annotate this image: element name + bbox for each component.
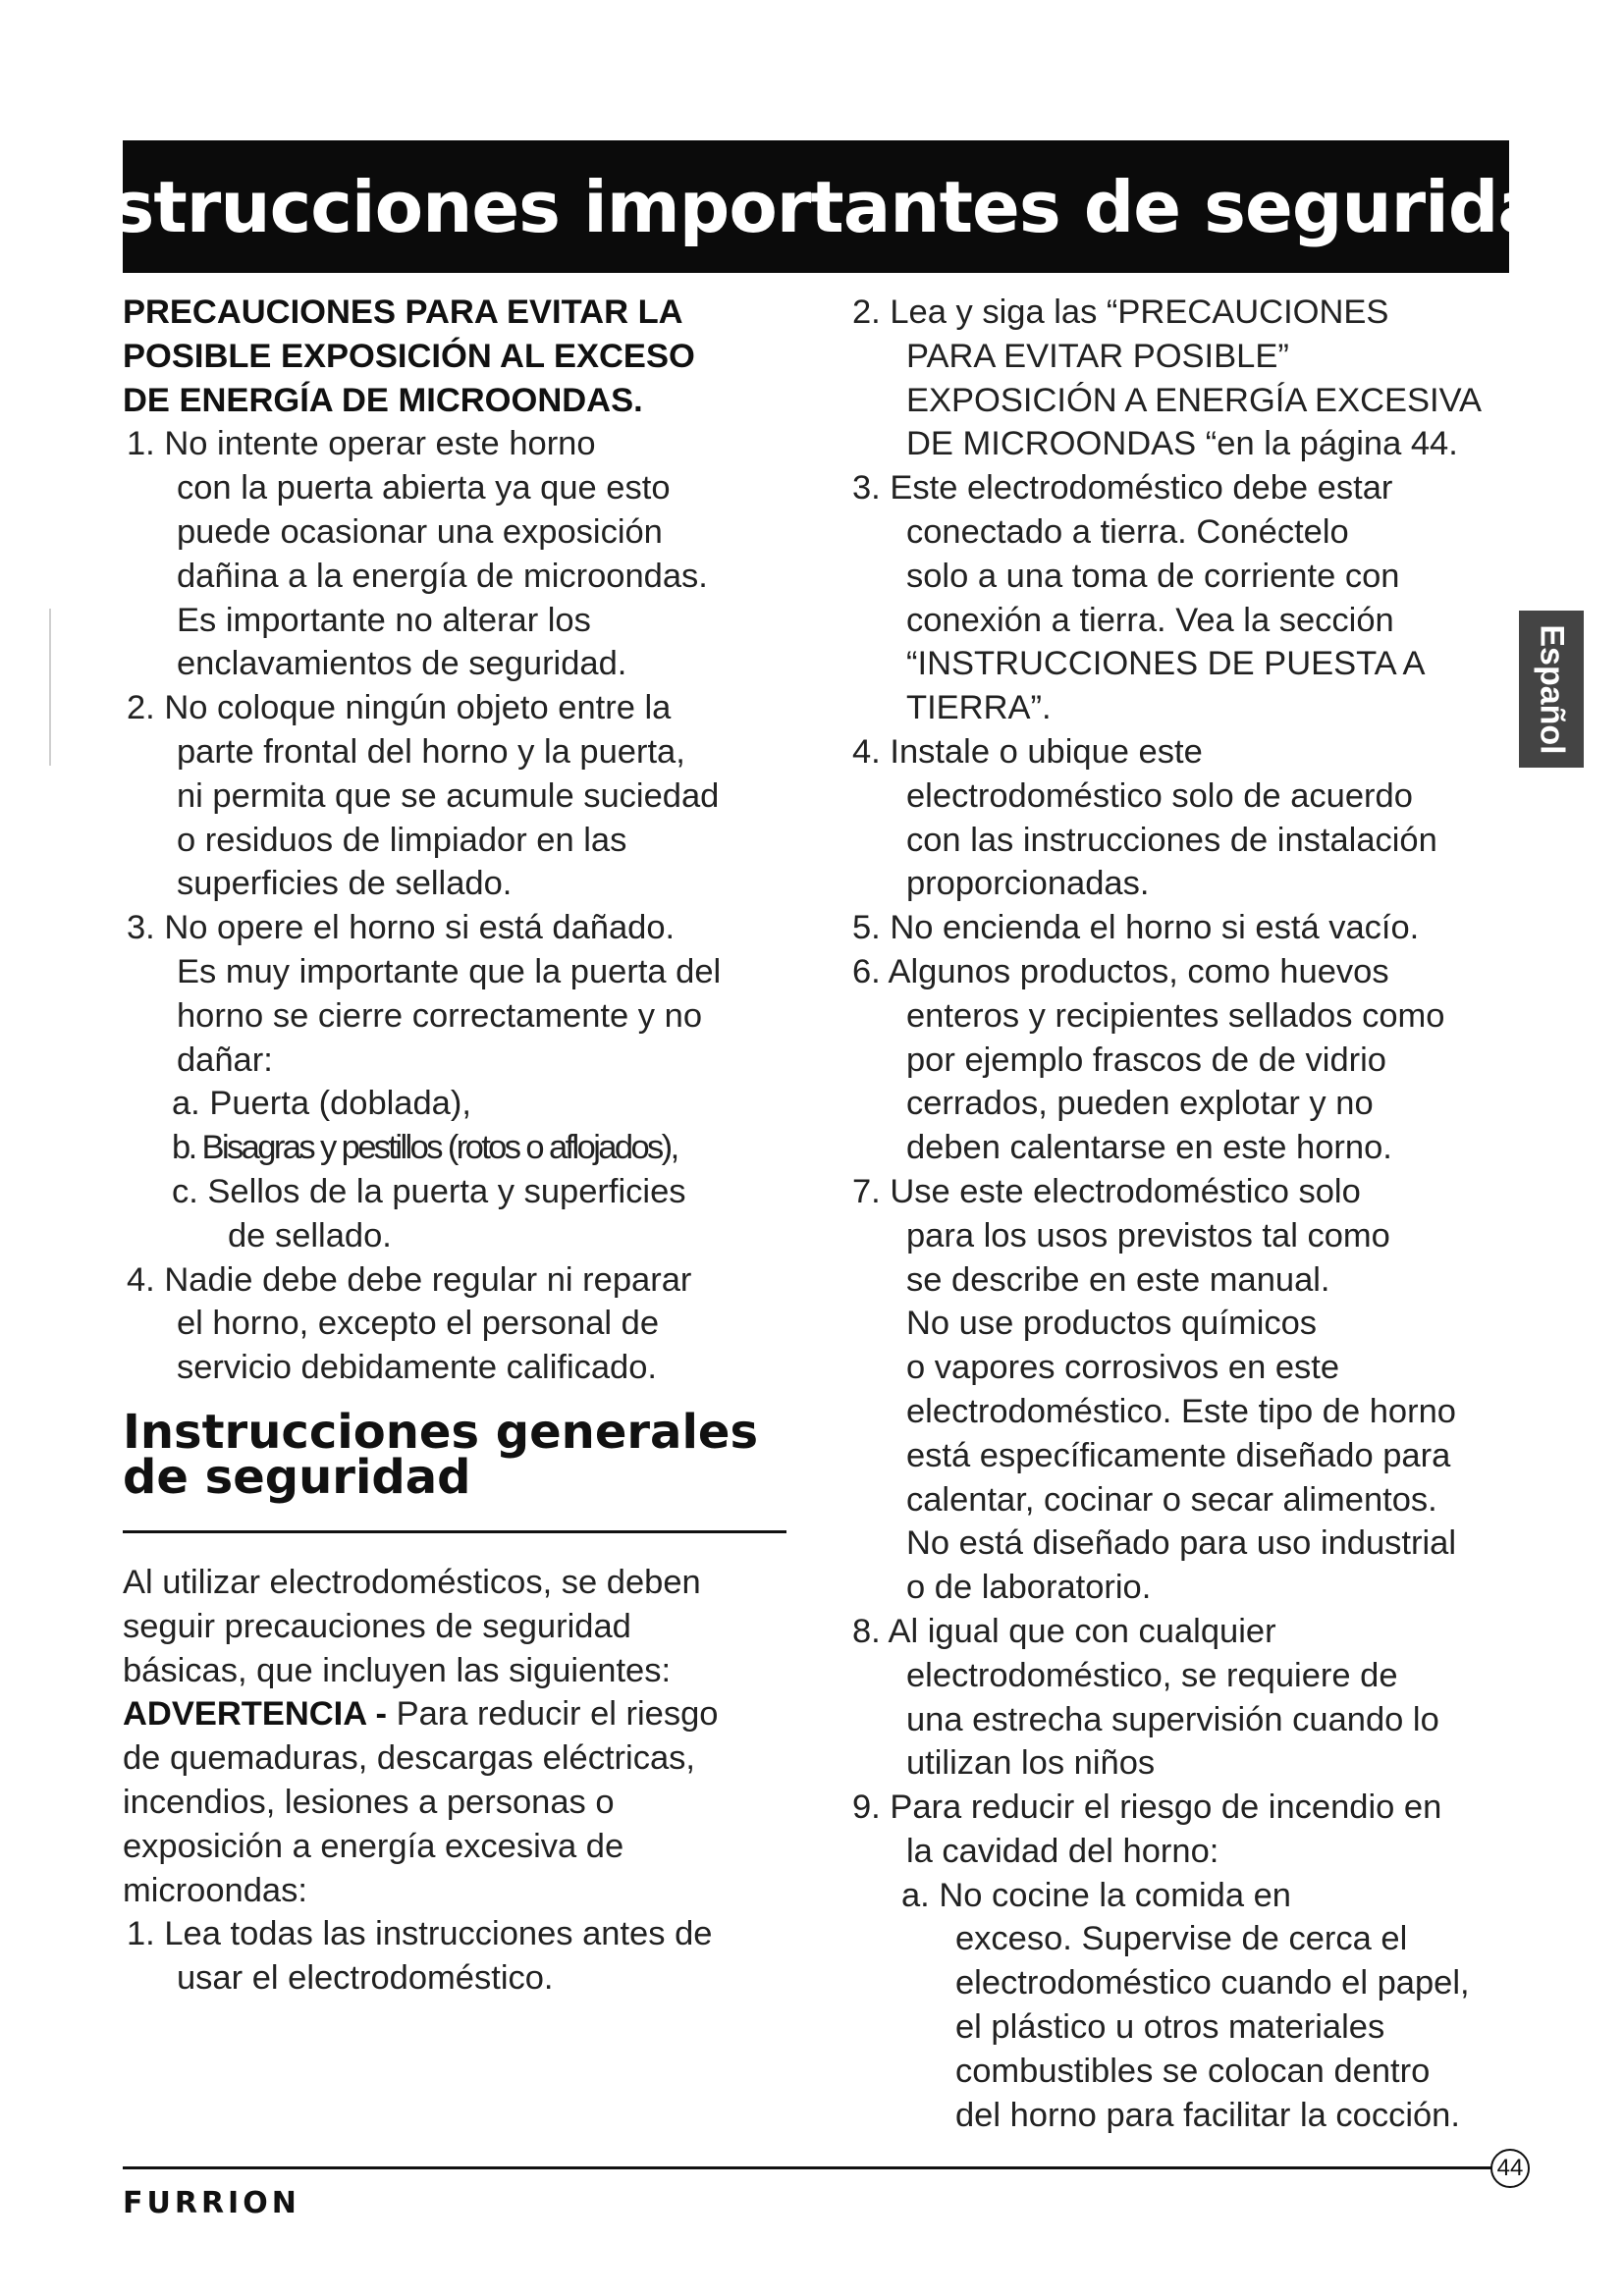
text-line: EXPOSICIÓN A ENERGÍA EXCESIVA [906, 381, 1483, 419]
text-line: No use productos químicos [906, 1305, 1318, 1343]
text-line: enclavamientos de seguridad. [177, 645, 627, 683]
intro-line: seguir precauciones de seguridad [123, 1607, 631, 1645]
text-line: el horno, excepto el personal de [177, 1305, 660, 1343]
text-line: para los usos previstos tal como [906, 1216, 1390, 1255]
text-line: proporcionadas. [906, 865, 1150, 903]
margin-mark [49, 609, 51, 766]
text-line: cerrados, pueden explotar y no [906, 1085, 1374, 1123]
general-safety-text [123, 1561, 810, 2001]
text-line: servicio debidamente calificado. [177, 1349, 658, 1387]
text-line: solo a una toma de corriente con [906, 557, 1400, 595]
text-line: electrodoméstico. Este tipo de horno [906, 1392, 1456, 1430]
intro-line: Al utilizar electrodomésticos, se deben [123, 1564, 701, 1601]
text-line: parte frontal del horno y la puerta, [177, 732, 685, 771]
text-line: con las instrucciones de instalación [906, 821, 1437, 859]
page-number: 44 [1490, 2149, 1530, 2188]
text-line: 5. No encienda el horno si está vacío. [852, 909, 1420, 947]
text-line: ni permita que se acumule suciedad [177, 776, 720, 815]
text-line: conexión a tierra. Vea la sección [906, 601, 1394, 639]
section-divider [123, 1530, 786, 1533]
section-heading-general-safety [123, 1405, 800, 1505]
section-heading-line: de seguridad [123, 1450, 471, 1505]
intro-line: básicas, que incluyen las siguientes: [123, 1651, 672, 1689]
text-line: DE MICROONDAS “en la página 44. [906, 425, 1458, 463]
text-line: 8. Al igual que con cualquier [852, 1612, 1276, 1650]
text-line: PARA EVITAR POSIBLE” [906, 337, 1289, 375]
text-line: enteros y recipientes sellados como [906, 996, 1445, 1035]
text-line: utilizan los niños [906, 1744, 1156, 1783]
text-line: exceso. Supervise de cerca el [955, 1920, 1408, 1958]
text-line: b. Bisagras y pestillos (rotos o aflojados), [172, 1129, 677, 1167]
text-line: está específicamente diseñado para [906, 1436, 1451, 1474]
text-line: calentar, cocinar o secar alimentos. [906, 1480, 1437, 1519]
text-line: electrodoméstico, se requiere de [906, 1656, 1398, 1694]
text-line: 7. Use este electrodoméstico solo [852, 1172, 1361, 1210]
text-line: puede ocasionar una exposición [177, 512, 663, 551]
page-title: Instrucciones importantes de seguridad [123, 140, 1509, 273]
text-line: la cavidad del horno: [906, 1832, 1219, 1870]
warning-line: de quemaduras, descargas eléctricas, [123, 1739, 695, 1778]
text-line: 2. Lea y siga las “PRECAUCIONES [852, 294, 1389, 331]
text-line: electrodoméstico cuando el papel, [955, 1964, 1470, 2002]
warning-line: incendios, lesiones a personas o [123, 1783, 615, 1821]
text-line: dañina a la energía de microondas. [177, 557, 708, 595]
text-line: “INSTRUCCIONES DE PUESTA A [906, 645, 1426, 683]
text-line: electrodoméstico solo de acuerdo [906, 776, 1413, 815]
text-line: 6. Algunos productos, como huevos [852, 952, 1389, 990]
text-line: a. No cocine la comida en [901, 1876, 1291, 1914]
text-line: o de laboratorio. [906, 1569, 1152, 1607]
text-line: 2. No coloque ningún objeto entre la [127, 689, 672, 727]
text-line: dañar: [177, 1041, 273, 1079]
section-heading-line: Instrucciones generales [123, 1405, 759, 1460]
text-line: a. Puerta (doblada), [172, 1085, 471, 1123]
text-line: del horno para facilitar la cocción. [955, 2096, 1460, 2134]
text-line: o residuos de limpiador en las [177, 821, 627, 859]
text-line: DE ENERGÍA DE MICROONDAS. [123, 381, 643, 419]
text-line: combustibles se colocan dentro [955, 2052, 1431, 2090]
text-line: TIERRA”. [906, 689, 1052, 727]
list-item-line: usar el electrodoméstico. [177, 1959, 554, 1998]
text-line: Es importante no alterar los [177, 601, 591, 639]
left-column [123, 291, 800, 1390]
list-item-line: 1. Lea todas las instrucciones antes de [127, 1915, 713, 1953]
warning-label: ADVERTENCIA - [123, 1695, 387, 1734]
text-line: deben calentarse en este horno. [906, 1129, 1392, 1167]
text-line: 3. Este electrodoméstico debe estar [852, 469, 1393, 507]
text-line: el plástico u otros materiales [955, 2008, 1385, 2047]
text-line: con la puerta abierta ya que esto [177, 469, 671, 507]
right-column [852, 291, 1540, 2137]
text-line: POSIBLE EXPOSICIÓN AL EXCESO [123, 337, 695, 375]
warning-text: Para reducir el riesgo [386, 1695, 719, 1734]
warning-line [123, 1692, 810, 1736]
text-line: PRECAUCIONES PARA EVITAR LA [123, 294, 683, 331]
text-line: conectado a tierra. Conéctelo [906, 512, 1349, 551]
text-line: por ejemplo frascos de de vidrio [906, 1041, 1386, 1079]
footer-divider [123, 2166, 1492, 2169]
text-line: superficies de sellado. [177, 865, 513, 903]
warning-line: exposición a energía excesiva de [123, 1827, 624, 1865]
text-line: 3. No opere el horno si está dañado. [127, 909, 676, 947]
text-line: 1. No intente operar este horno [127, 425, 596, 463]
text-line: se describe en este manual. [906, 1260, 1330, 1299]
text-line: 9. Para reducir el riesgo de incendio en [852, 1789, 1442, 1827]
brand-logo: FURRION [123, 2186, 300, 2220]
warning-line: microondas: [123, 1871, 307, 1909]
text-line: 4. Instale o ubique este [852, 732, 1203, 771]
text-line: una estrecha supervisión cuando lo [906, 1700, 1439, 1738]
text-line: Es muy importante que la puerta del [177, 952, 722, 990]
text-line: de sellado. [228, 1216, 392, 1255]
text-line: horno se cierre correctamente y no [177, 996, 703, 1035]
text-line: c. Sellos de la puerta y superficies [172, 1172, 686, 1210]
text-line: o vapores corrosivos en este [906, 1349, 1340, 1387]
text-line: No está diseñado para uso industrial [906, 1524, 1457, 1563]
text-line: 4. Nadie debe debe regular ni reparar [127, 1260, 692, 1299]
language-tab-label: Español [1533, 623, 1571, 755]
